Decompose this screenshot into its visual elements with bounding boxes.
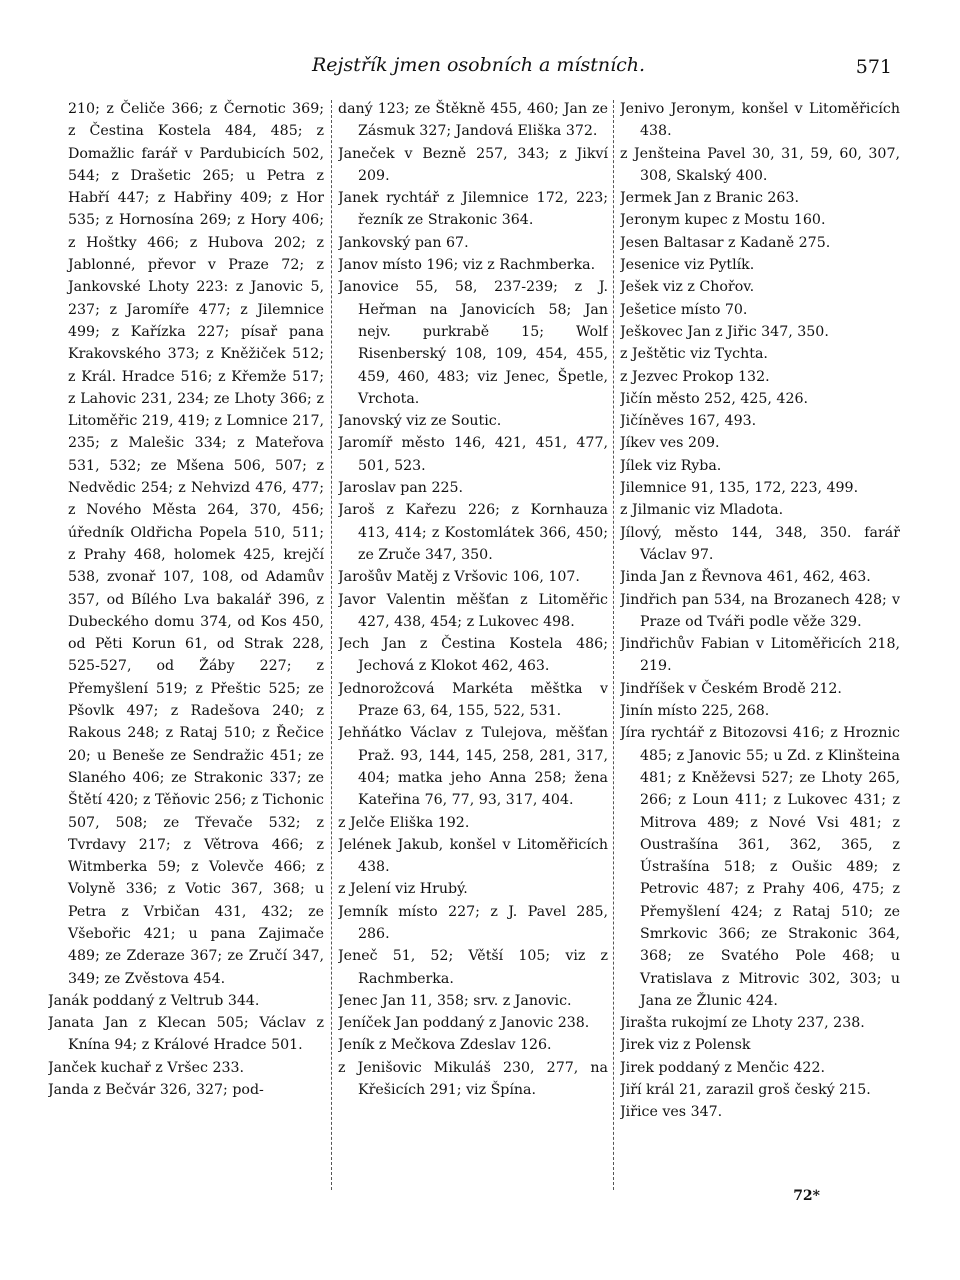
index-entry: Janček kuchař z Vršec 233.	[48, 1059, 245, 1076]
index-entry: Jirašta rukojmí ze Lhoty 237, 238.	[620, 1015, 865, 1032]
index-entry: z Jelče Eliška 192.	[338, 814, 470, 831]
header-title: Rejstřík jmen osobních a místních.	[312, 54, 646, 76]
index-entry: Janov místo 196; viz z Rachmberka.	[338, 257, 596, 274]
index-entry: Janata Jan z Klecan 505; Václav z Knína 94; z Králové Hradce 501.	[48, 1015, 324, 1054]
index-entry: z Jenišovic Mikuláš 230, 277, na Křešicích 291; viz Špína.	[338, 1059, 608, 1099]
index-entry: Jílek viz Ryba.	[620, 457, 722, 474]
index-entry: Jech Jan z Čestina Kostela 486; Jechová z Klokot 462, 463.	[338, 636, 608, 675]
running-header	[0, 54, 960, 84]
index-entry: Jaroslav pan 225.	[338, 480, 464, 497]
index-entry: Ješkovec Jan z Jiřic 347, 350.	[620, 323, 829, 340]
index-entry: Janeček v Bezně 257, 343; z Jikví 209.	[338, 145, 608, 184]
index-column-3	[620, 98, 900, 1198]
index-entry: 210; z Čeliče 366; z Černotic 369; z Čestina Kostela 484, 485; z Domažlic farář v Pardubicích 502, 544; z Drašetic 265; u Petra z Habří 447; z Habřiny 409; z Hor 535; z Hornosína 269; z Hory 406; z Hoštky 466; z Hubova 202; z Jablonné, převor v Praze 72; z Jankovské Lhoty 223: z Janovic 5, 237; z Jaromíře 477; z Jilemnice 499; z Kařízka 227; písař pana Krakovského 373; z Kněžiček 512; z Král. Hradce 516; z Křemže 517; z Lahovic 231, 234; ze Lhoty 366; z Litoměřic 219, 419; z Lomnice 217, 235; z Malešic 334; z Mateřova 531, 532; ze Mšena 506, 507; z Nedvědic 254; z Nehvizd 476, 477; z Nového Města 264, 370, 456; úředník Oldřicha Popela 510, 511; z Prahy 468, holomek 425, krejčí 538, zvonař 107, 108, od Adamův 357, od Bílého Lva bakalář 396, z Dubeckého domu 374, od Kos 450, od Pěti Korun 61, od Strak 228, 525-527, od Žáby 227; z Přemyšlení 519; z Přeštic 525; ze Pšovlk 497; z Radešova 240; z Rakous 248; z Rataj 510; z Řečice 20; u Beneše ze Sendražic 451; ze Slaného 406; ze Strakonic 337; ze Štětí 420; z Těňovic 256; z Tichonic 507, 508; ze Třevače 532; z Tvrdavy 217; z Větrova 466; z Witmberka 59; z Volevče 466; z Volyně 336; z Votic 367, 368; u Petra z Vrbičan 431, 432; ze Všebořic 421; u pana Zajimače 489; ze Zderaze 367; ze Zručí 347, 349; ze Zvěstova 454.	[68, 101, 324, 987]
index-entry: z Jilmanic viz Mladota.	[620, 502, 784, 519]
index-entry: daný 123; ze Štěkně 455, 460; Jan ze Zásmuk 327; Jandová Eliška 372.	[338, 101, 608, 140]
index-entry: Jíra rychtář z Bitozovsi 416; z Hroznic 485; z Janovic 55; u Zd. z Klinšteina 481; z Kněževsi 527; ze Lhoty 265, 266; z Loun 411; z Lukovec 431; z Mitrova 489; z Nové Vsi 481; z Oustrašína 361, 362, 365, z Ústrašína 518; z Oušic 489; z Petrovic 487; z Prahy 406, 475; z Přemyšlení 424; z Rataj 510; ze Smrkovic 366; ze Strakonic 364, 368; ze Svatého Pole 468; u Vratislava z Mitrovic 302, 303; u Jana ze Žlunic 424.	[620, 725, 900, 1009]
index-entry: Jílový, město 144, 348, 350. farář Václav 97.	[620, 524, 900, 563]
index-entry: Ješetice místo 70.	[620, 301, 748, 318]
index-column-2	[338, 98, 608, 1198]
index-entry: Jindřich pan 534, na Brozanech 428; v Praze od Tváři podle věže 329.	[620, 591, 900, 630]
index-entry: Jirek poddaný z Menčic 422.	[620, 1059, 825, 1076]
index-entry: Ješek viz z Chořov.	[620, 279, 755, 296]
index-entry: Jesen Baltasar z Kadaně 275.	[620, 234, 831, 251]
index-entry: Jinda Jan z Řevnova 461, 462, 463.	[620, 569, 871, 586]
index-entry: Jednorožcová Markéta měštka v Praze 63, 64, 155, 522, 531.	[338, 680, 608, 720]
index-entry: Jeník z Mečkova Zdeslav 126.	[338, 1037, 552, 1054]
index-entry: Janovice 55, 58, 237-239; z J. Heřman na Janovicích 58; Jan nejv. purkrabě 15; Wolf Risenberský 108, 109, 454, 455, 459, 460, 483; viz Jenec, Špetle, Vrchota.	[338, 279, 608, 407]
index-entry: Jiří král 21, zarazil groš český 215.	[620, 1082, 871, 1099]
index-entry: z Jelení viz Hrubý.	[338, 881, 468, 898]
index-entry: Jíkev ves 209.	[620, 435, 720, 452]
index-entry: Javor Valentin měšťan z Litoměřic 427, 438, 454; z Lukovec 498.	[338, 591, 608, 630]
signature-mark: 72*	[793, 1188, 820, 1204]
index-entry: z Jezvec Prokop 132.	[620, 368, 770, 385]
index-entry: Jankovský pan 67.	[338, 234, 469, 251]
index-entry: z Ještětic viz Tychta.	[620, 346, 768, 363]
index-entry: Jenivo Jeronym, konšel v Litoměřicích 438.	[620, 101, 900, 140]
index-entry: Janák poddaný z Veltrub 344.	[48, 992, 260, 1009]
index-entry: Jeronym kupec z Mostu 160.	[620, 212, 826, 229]
index-entry: Jehňátko Václav z Tulejova, měšťan Praž. 93, 144, 145, 258, 281, 317, 404; matka jeho Anna 258; žena Kateřina 76, 77, 93, 317, 404.	[338, 725, 608, 809]
index-entry: Jaromíř město 146, 421, 451, 477, 501, 523.	[338, 435, 608, 474]
column-divider	[613, 100, 614, 1190]
index-entry: Jilemnice 91, 135, 172, 223, 499.	[620, 480, 859, 497]
index-entry: Jenec Jan 11, 358; srv. z Janovic.	[338, 992, 572, 1009]
column-divider	[331, 100, 332, 1190]
index-entry: Jičíněves 167, 493.	[620, 413, 757, 430]
index-entry: Jarošův Matěj z Vršovic 106, 107.	[338, 569, 580, 586]
index-column-1	[48, 98, 324, 1198]
index-entry: Janek rychtář z Jilemnice 172, 223; řezník ze Strakonic 364.	[338, 190, 608, 229]
index-entry: Jermek Jan z Branic 263.	[620, 190, 799, 207]
index-entry: Jinín místo 225, 268.	[620, 703, 770, 720]
page-number: 571	[855, 56, 892, 78]
index-entry: Janda z Bečvár 326, 327; pod-	[48, 1082, 264, 1099]
index-columns	[48, 98, 900, 1198]
index-entry: Jeneč 51, 52; Větší 105; viz z Rachmberka.	[338, 948, 608, 987]
index-entry: Jindříšek v Českém Brodě 212.	[620, 680, 842, 697]
index-entry: Jeníček Jan poddaný z Janovic 238.	[338, 1015, 590, 1032]
index-entry: Jindřichův Fabian v Litoměřicích 218, 219.	[620, 636, 900, 675]
index-entry: Jirek viz z Polensk	[620, 1037, 751, 1054]
index-entry: Jičín město 252, 425, 426.	[620, 390, 809, 407]
index-entry: z Jenšteina Pavel 30, 31, 59, 60, 307, 308, Skalský 400.	[620, 145, 900, 184]
index-entry: Jemník místo 227; z J. Pavel 285, 286.	[338, 903, 608, 942]
index-entry: Janovský viz ze Soutic.	[338, 413, 502, 430]
index-entry: Jesenice viz Pytlík.	[620, 257, 755, 274]
index-entry: Jelének Jakub, konšel v Litoměřicích 438.	[338, 836, 608, 876]
index-entry: Jaroš z Kařezu 226; z Kornhauza 413, 414; z Kostomlátek 366, 450; ze Zruče 347, 350.	[338, 502, 608, 563]
index-entry: Jiřice ves 347.	[620, 1104, 723, 1121]
